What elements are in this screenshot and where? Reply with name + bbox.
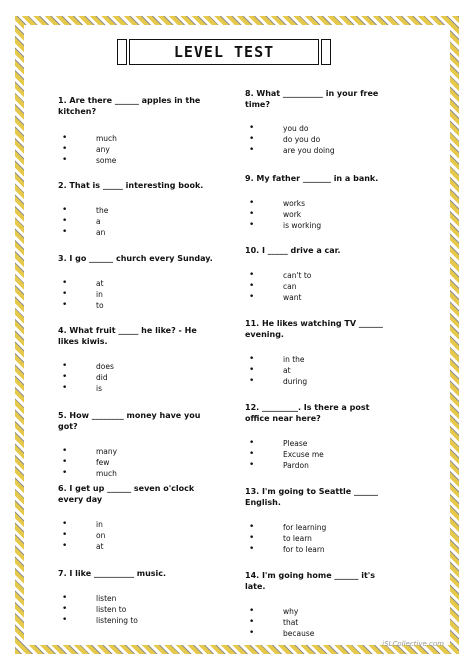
- option-item[interactable]: • Excuse me: [245, 449, 395, 460]
- option-item[interactable]: • some: [58, 155, 218, 166]
- option-item[interactable]: • can: [245, 281, 395, 292]
- option-item[interactable]: • for learning: [245, 522, 395, 533]
- option-item[interactable]: • much: [58, 468, 218, 479]
- question-6: [58, 483, 218, 552]
- question-text: 7. I like __________ music.: [58, 569, 167, 578]
- option-item[interactable]: • is: [58, 383, 218, 394]
- option-list: [245, 438, 395, 471]
- option-item[interactable]: • Please: [245, 438, 395, 449]
- option-item[interactable]: • do you do: [245, 134, 395, 145]
- option-item[interactable]: • for to learn: [245, 544, 395, 555]
- option-list: [245, 354, 395, 387]
- question-text: 11. He likes watching TV ______ evening.: [245, 319, 383, 339]
- option-item[interactable]: • are you doing: [245, 145, 395, 156]
- title-box-left-tab: [117, 39, 127, 65]
- option-item[interactable]: • want: [245, 292, 395, 303]
- option-item[interactable]: • can't to: [245, 270, 395, 281]
- question-2: [58, 180, 218, 238]
- option-item[interactable]: • on: [58, 530, 218, 541]
- option-item[interactable]: • because: [245, 628, 395, 639]
- question-text: 3. I go ______ church every Sunday.: [58, 254, 213, 263]
- question-12: [245, 402, 395, 471]
- option-item[interactable]: • to: [58, 300, 218, 311]
- option-item[interactable]: • any: [58, 144, 218, 155]
- question-text: 9. My father _______ in a bank.: [245, 174, 379, 183]
- option-item[interactable]: • much: [58, 133, 218, 144]
- option-item[interactable]: • few: [58, 457, 218, 468]
- option-item[interactable]: • in: [58, 519, 218, 530]
- option-item[interactable]: • to learn: [245, 533, 395, 544]
- title-box-right-tab: [321, 39, 331, 65]
- option-item[interactable]: • is working: [245, 220, 395, 231]
- question-7: [58, 568, 218, 626]
- option-item[interactable]: • at: [58, 278, 218, 289]
- option-list: [245, 522, 395, 555]
- option-list: [58, 278, 218, 311]
- question-text: 14. I'm going home ______ it's late.: [245, 571, 375, 591]
- watermark: iSLCollective.com: [382, 640, 444, 648]
- option-item[interactable]: • work: [245, 209, 395, 220]
- option-item[interactable]: • at: [58, 541, 218, 552]
- option-item[interactable]: • why: [245, 606, 395, 617]
- option-item[interactable]: • in: [58, 289, 218, 300]
- page-title: LEVEL TEST: [173, 43, 275, 61]
- question-3: [58, 253, 218, 311]
- option-list: [245, 606, 395, 639]
- option-item[interactable]: • Pardon: [245, 460, 395, 471]
- option-list: [58, 133, 218, 166]
- question-text: 13. I'm going to Seattle ______ English.: [245, 487, 378, 507]
- option-item[interactable]: • works: [245, 198, 395, 209]
- option-item[interactable]: • listen: [58, 593, 218, 604]
- option-item[interactable]: • many: [58, 446, 218, 457]
- option-item[interactable]: • during: [245, 376, 395, 387]
- option-list: [58, 446, 218, 479]
- option-item[interactable]: • does: [58, 361, 218, 372]
- question-8: [245, 88, 395, 156]
- question-text: 8. What __________ in your free time?: [245, 89, 379, 109]
- question-9: [245, 173, 395, 231]
- question-text: 2. That is _____ interesting book.: [58, 181, 204, 190]
- question-text: 10. I _____ drive a car.: [245, 246, 341, 255]
- option-item[interactable]: • at: [245, 365, 395, 376]
- option-list: [58, 519, 218, 552]
- question-5: [58, 410, 218, 479]
- option-item[interactable]: • an: [58, 227, 218, 238]
- question-1: [58, 95, 218, 166]
- question-4: [58, 325, 218, 394]
- question-11: [245, 318, 395, 387]
- option-list: [245, 198, 395, 231]
- option-item[interactable]: • listening to: [58, 615, 218, 626]
- question-text: 1. Are there ______ apples in the kitchen?: [58, 96, 201, 116]
- option-list: [58, 205, 218, 238]
- question-14: [245, 570, 395, 639]
- option-item[interactable]: • you do: [245, 123, 395, 134]
- option-list: [245, 123, 395, 156]
- option-list: [58, 593, 218, 626]
- option-item[interactable]: • listen to: [58, 604, 218, 615]
- option-list: [245, 270, 395, 303]
- question-13: [245, 486, 395, 555]
- question-text: 6. I get up ______ seven o'clock every day: [58, 484, 195, 504]
- title-box: [129, 39, 319, 65]
- option-item[interactable]: • that: [245, 617, 395, 628]
- option-item[interactable]: • the: [58, 205, 218, 216]
- option-item[interactable]: • a: [58, 216, 218, 227]
- question-text: 12. _________. Is there a post office near here?: [245, 403, 370, 423]
- question-text: 5. How ________ money have you got?: [58, 411, 201, 431]
- option-list: [58, 361, 218, 394]
- question-text: 4. What fruit _____ he like? - He likes kiwis.: [58, 326, 197, 346]
- question-10: [245, 245, 395, 303]
- option-item[interactable]: • in the: [245, 354, 395, 365]
- option-item[interactable]: • did: [58, 372, 218, 383]
